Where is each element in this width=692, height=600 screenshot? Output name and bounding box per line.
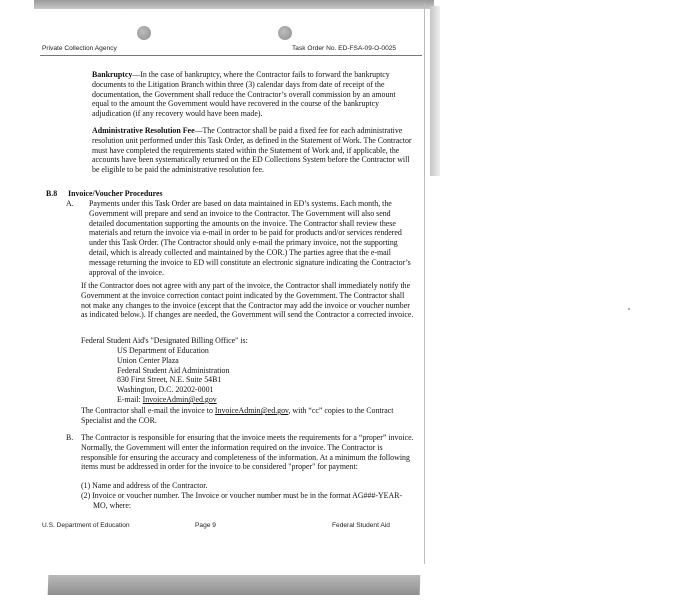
para-b-label: B. xyxy=(66,433,74,442)
punch-hole-left xyxy=(137,26,151,40)
address-line: Union Center Plaza xyxy=(117,355,179,365)
footer-left: U.S. Department of Education xyxy=(42,522,130,529)
address-line: US Department of Education xyxy=(117,346,209,355)
footer-right: Federal Student Aid xyxy=(332,522,390,529)
address-line: Federal Student Aid Administration xyxy=(117,365,230,375)
admin-fee-paragraph xyxy=(92,126,414,175)
bankruptcy-text: —In the case of bankruptcy, where the Contractor fails to forward the bankruptcy documents to the Litigation Branch within three (3) calendar days from date of receipt of the documentation, the Government shall reduce the Contractor’s overall commission by an amount equal to the amount the Government would have recovered in the course of the bankruptcy adjudication (if any recovery would have been made). xyxy=(92,70,396,119)
section-number: B.8 xyxy=(46,189,58,198)
header-rule xyxy=(40,55,422,56)
para-b-list xyxy=(81,481,415,510)
section-title: Invoice/Voucher Procedures xyxy=(68,189,163,198)
page-edge-right xyxy=(424,4,425,564)
punch-hole-right xyxy=(278,26,292,40)
bankruptcy-title: Bankruptcy xyxy=(92,70,133,79)
scan-shadow-bottom xyxy=(48,575,421,595)
para-a-label: A. xyxy=(66,199,74,208)
para-b-text: The Contractor is responsible for ensuring that the invoice meets the requirements for a “proper” invoice. Normally, the Government will enter the information required on the invoice. The Contractor is responsible for ensuring the accuracy and completeness of the information. At a minimum the following items must be addressed in order for the invoice to be considered "proper" for payment: xyxy=(81,433,414,472)
bankruptcy-paragraph xyxy=(92,70,414,119)
list-item: (1) Name and address of the Contractor. xyxy=(81,481,208,490)
address-line: 830 First Street, N.E. Suite 54B1 xyxy=(117,375,222,385)
header-right: Task Order No. ED-FSA-09-O-0025 xyxy=(292,45,397,52)
email-paragraph: The Contractor shall e-mail the invoice to InvoiceAdmin@ed.gov, with “cc” copies to the Contract Specialist and the COR. xyxy=(81,406,394,425)
list-item: (2) Invoice or voucher number. The Invoice or voucher number must be in the format AG###-YEAR-MO, where: xyxy=(81,490,403,510)
admin-fee-title: Administrative Resolution Fee xyxy=(92,126,195,135)
scan-shadow-top xyxy=(34,0,434,9)
billing-intro: Federal Student Aid's "Designated Billing Office" is: xyxy=(81,336,248,345)
footer-page-number: Page 9 xyxy=(195,522,216,529)
dispute-paragraph: If the Contractor does not agree with any part of the invoice, the Contractor shall immediately notify the Government at the invoice correction contact point indicated by the Government. The Contractor shall not make any changes to the invoice (except that the Contractor may add the invoice or voucher number as indicated below.). If changes are needed, the Government will send the Contractor a corrected invoice. xyxy=(81,281,414,320)
billing-address xyxy=(117,346,229,405)
address-line: Washington, D.C. 20202-0001 xyxy=(117,385,214,395)
header-left: Private Collection Agency xyxy=(42,45,117,52)
address-email-line: E-mail: InvoiceAdmin@ed.gov xyxy=(117,394,217,404)
scan-shadow-right xyxy=(430,6,440,176)
scan-speck xyxy=(628,308,630,310)
invoice-email-link[interactable]: InvoiceAdmin@ed.gov xyxy=(214,406,289,415)
billing-email-link[interactable]: InvoiceAdmin@ed.gov xyxy=(142,394,217,404)
admin-fee-text: —The Contractor shall be paid a fixed fee for each administrative resolution unit performed under this Task Order, as defined in the Statement of Work. The Contractor must have completed the requirements stated within the Statement of Work and, if applicable, the accounts have been systematically returned on the ED Collections System before the Contractor will be eligible to be paid the administrative resolution fee. xyxy=(92,126,412,175)
para-a-text: Payments under this Task Order are based on data maintained in ED’s systems. Each month, the Government will prepare and send an invoice to the Contractor. The Government will also send detailed documentation supporting the amounts on the invoice. The Contractor shall review these materials and return the invoice via e-mail in order to be paid for products and/or services rendered under this Task Order. (The Contractor should only e-mail the primary invoice, not the supporting detail, which is already collected and maintained by the COR.) The parties agree that the e-mail message returning the invoice to ED will constitute an electronic signature indicating the Contractor’s approval of the invoice. xyxy=(89,199,411,277)
